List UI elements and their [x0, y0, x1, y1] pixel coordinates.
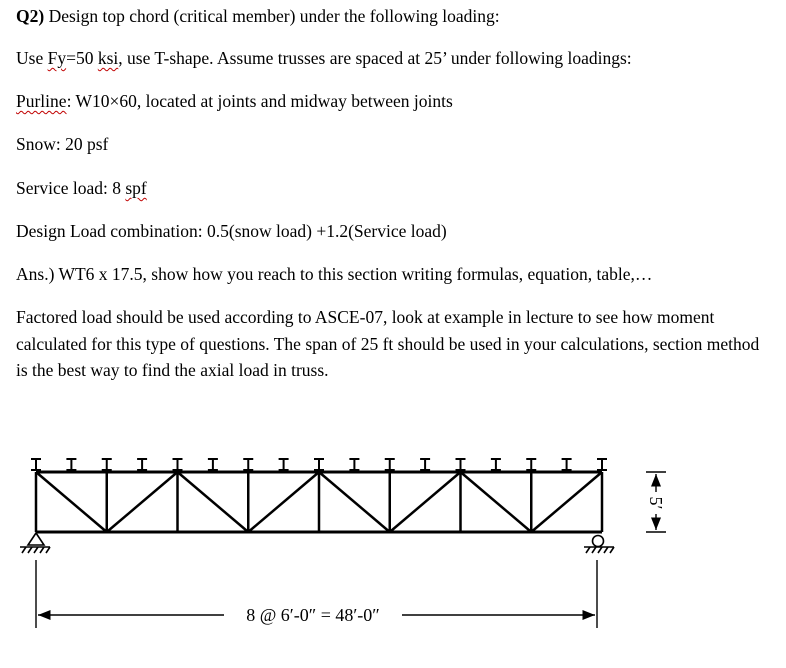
use-suffix: , use T-shape. Assume trusses are spaced at 25’ under following loadings:: [118, 48, 632, 68]
fy-text: Fy: [47, 48, 67, 68]
pin-support-icon: [20, 533, 50, 553]
purline-colon: :: [66, 91, 72, 111]
roller-support-icon: [584, 536, 614, 554]
purlin-icons: [31, 459, 607, 470]
use-prefix: Use: [16, 48, 48, 68]
service-unit: spf: [125, 178, 147, 198]
span-label: 8 @ 6′-0″ = 48′-0″: [246, 605, 380, 625]
answer-line: Ans.) WT6 x 17.5, show how you reach to this section writing formulas, equation, table,…: [16, 264, 653, 284]
question-number: Q2): [16, 6, 45, 26]
service-text: Service load: 8: [16, 178, 126, 198]
fy-value: =50: [66, 48, 98, 68]
height-label: 5′: [646, 496, 666, 510]
question-title: Design top chord (critical member) under the following loading:: [44, 6, 500, 26]
purline-label: Purline: [16, 91, 67, 111]
factored-paragraph: Factored load should be used according to ASCE-07, look at example in lecture to see how moment calculated for this type of questions. The span of 25 ft should be used in your calculations, section method is the best way to find the axial load in truss.: [16, 307, 760, 380]
snow-load: Snow: 20 psf: [16, 134, 109, 154]
load-combination: Design Load combination: 0.5(snow load) +1.2(Service load): [16, 221, 447, 241]
ksi-text: ksi: [97, 48, 119, 68]
purline-text: W10×60, located at joints and midway between joints: [71, 91, 453, 111]
truss-verticals: [36, 472, 602, 532]
